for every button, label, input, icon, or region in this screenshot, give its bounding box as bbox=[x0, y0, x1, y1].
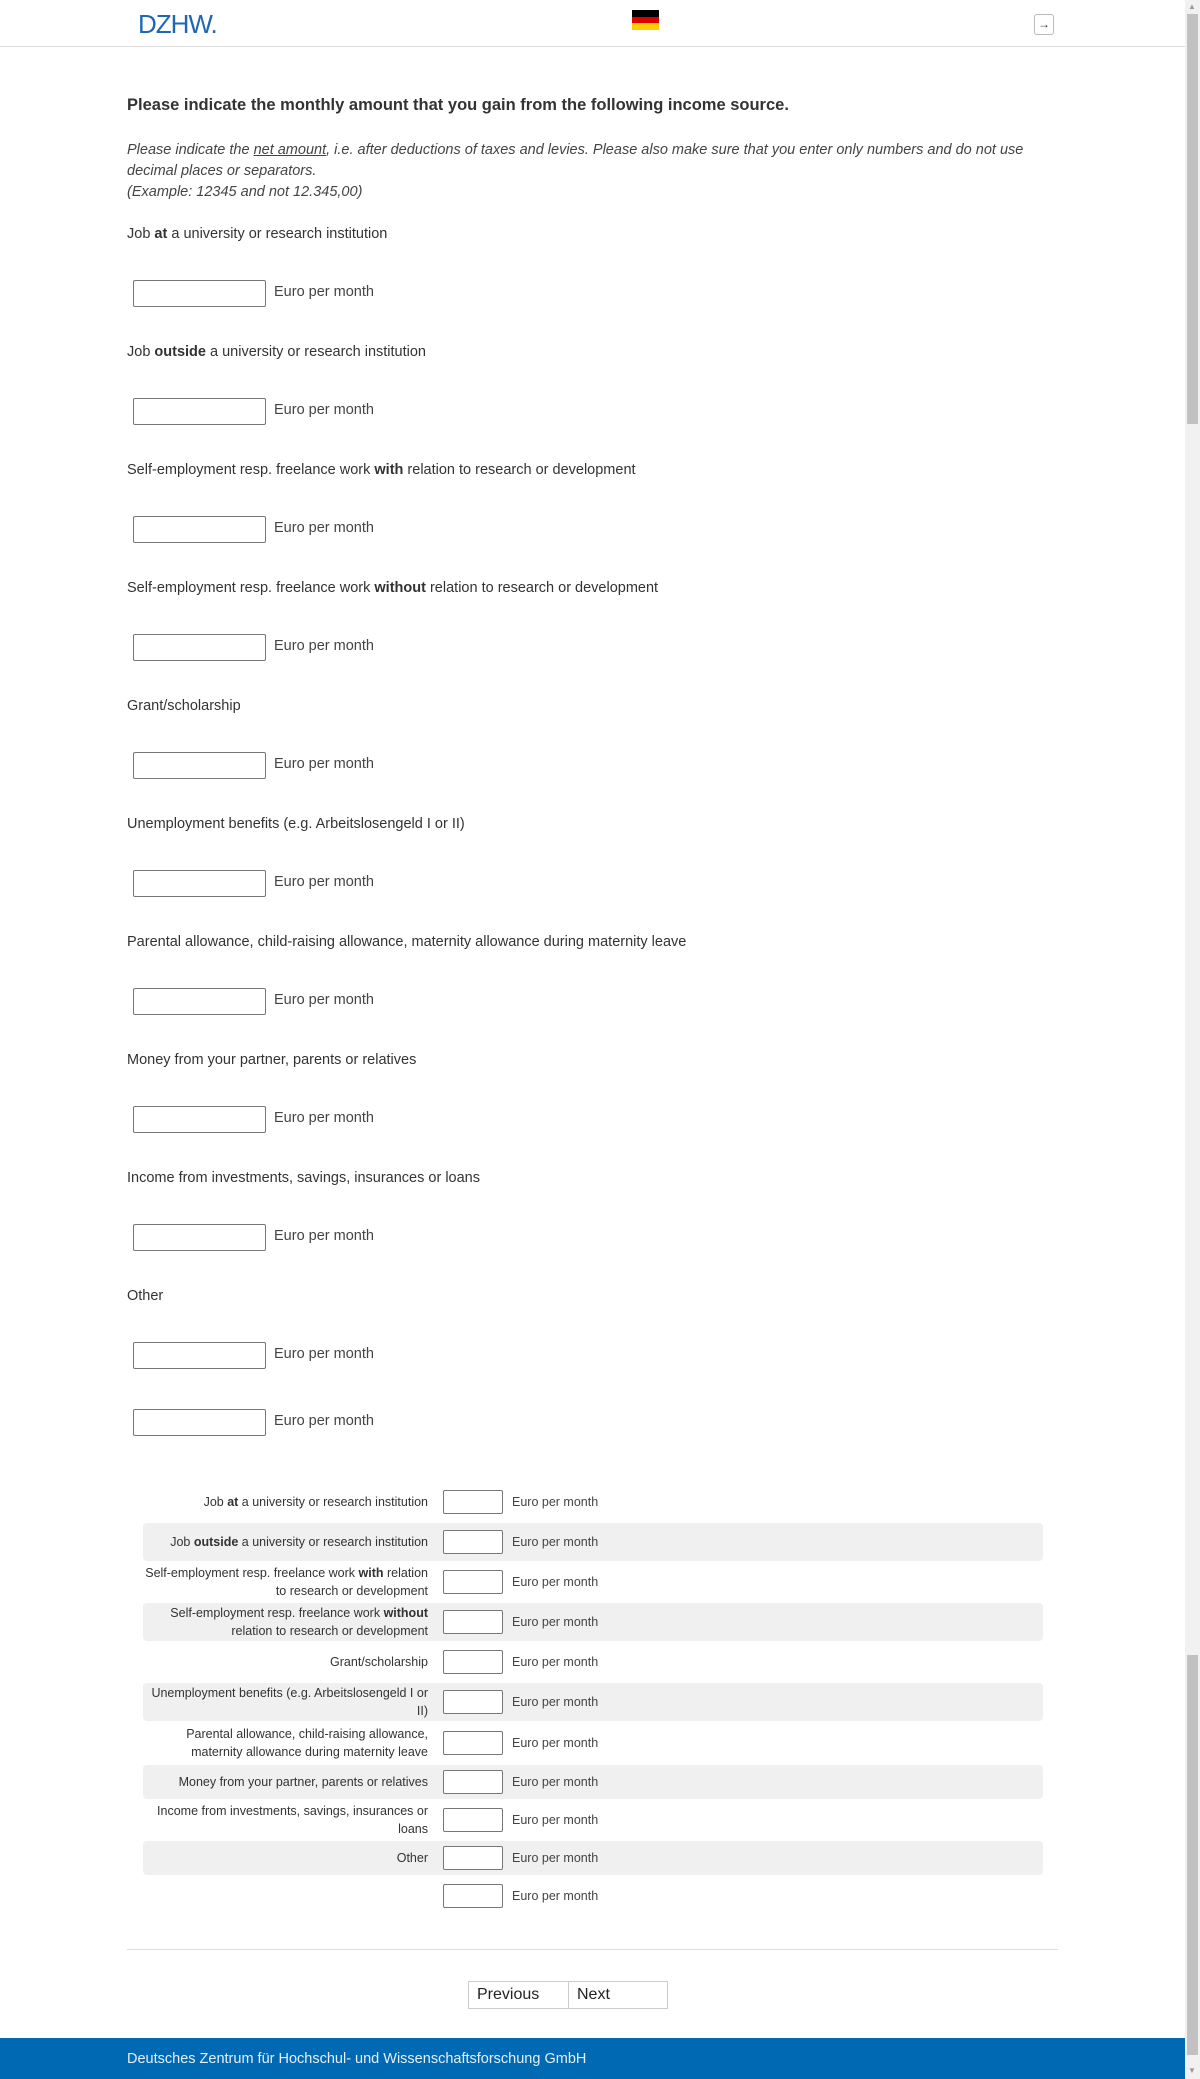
income-source-label bbox=[127, 816, 465, 832]
label-text: Parental allowance, child-raising allowance, maternity allowance during maternity leave bbox=[127, 934, 687, 950]
grid-amount-input[interactable] bbox=[443, 1530, 503, 1554]
grid-row bbox=[143, 1765, 1043, 1799]
instruction-text: Please indicate the bbox=[127, 142, 254, 158]
label-emphasis: at bbox=[227, 1495, 239, 1509]
instruction-example: (Example: 12345 and not 12.345,00) bbox=[127, 184, 363, 200]
label-emphasis: without bbox=[374, 580, 426, 596]
scrollbar-thumb-secondary[interactable] bbox=[1187, 1655, 1198, 2055]
label-text: Job bbox=[127, 226, 155, 242]
income-source-label bbox=[127, 462, 636, 478]
grid-amount-input[interactable] bbox=[443, 1808, 503, 1832]
german-flag-icon[interactable] bbox=[632, 10, 659, 30]
grid-row-label bbox=[143, 1684, 428, 1720]
unit-label: Euro per month bbox=[274, 520, 374, 536]
grid-row-label bbox=[143, 1849, 428, 1867]
grid-other-amount-input[interactable] bbox=[443, 1884, 503, 1908]
unit-label: Euro per month bbox=[274, 1346, 374, 1362]
grid-row-label bbox=[143, 1802, 428, 1838]
income-amount-input[interactable] bbox=[133, 516, 266, 543]
income-source-label bbox=[127, 1288, 163, 1304]
unit-label: Euro per month bbox=[274, 1413, 374, 1429]
question-title: Please indicate the monthly amount that you gain from the following income source. bbox=[127, 96, 789, 114]
label-text: relation to research or development bbox=[425, 580, 659, 596]
grid-row-label bbox=[143, 1533, 428, 1551]
unit-label: Euro per month bbox=[512, 1695, 599, 1709]
grid-row bbox=[143, 1603, 1043, 1641]
label-text: Job bbox=[203, 1495, 228, 1509]
label-text: Self-employment resp. freelance work bbox=[127, 462, 375, 478]
grid-row-label bbox=[143, 1725, 428, 1761]
income-source-label bbox=[127, 1170, 480, 1186]
label-text: Other bbox=[127, 1288, 164, 1304]
grid-row bbox=[143, 1562, 1043, 1602]
unit-label: Euro per month bbox=[274, 638, 374, 654]
label-text: relation to research or development bbox=[231, 1624, 428, 1638]
label-text: a university or research institution bbox=[238, 1495, 428, 1509]
label-text: a university or research institution bbox=[205, 344, 426, 360]
label-emphasis: outside bbox=[154, 344, 206, 360]
label-text: Self-employment resp. freelance work bbox=[127, 580, 375, 596]
income-grid bbox=[143, 1482, 1043, 1916]
question-instruction bbox=[127, 140, 1057, 203]
grid-amount-input[interactable] bbox=[443, 1650, 503, 1674]
divider bbox=[127, 1949, 1058, 1950]
income-amount-input[interactable] bbox=[133, 1224, 266, 1251]
grid-amount-input[interactable] bbox=[443, 1731, 503, 1755]
label-text: Money from your partner, parents or relatives bbox=[127, 1052, 417, 1068]
unit-label: Euro per month bbox=[512, 1535, 599, 1549]
scroll-down-icon[interactable]: ▼ bbox=[1188, 2066, 1196, 2075]
label-text: a university or research institution bbox=[238, 1535, 428, 1549]
unit-label: Euro per month bbox=[274, 284, 374, 300]
unit-label: Euro per month bbox=[512, 1889, 599, 1903]
income-source-label bbox=[127, 934, 686, 950]
grid-row bbox=[143, 1800, 1043, 1840]
label-text: Grant/scholarship bbox=[330, 1655, 428, 1669]
previous-button[interactable]: Previous bbox=[469, 1982, 568, 2008]
unit-label: Euro per month bbox=[512, 1615, 599, 1629]
label-emphasis: at bbox=[154, 226, 168, 242]
grid-amount-input[interactable] bbox=[443, 1690, 503, 1714]
label-text: Income from investments, savings, insurances or loans bbox=[157, 1804, 428, 1836]
grid-row-label bbox=[143, 1604, 428, 1640]
income-amount-input[interactable] bbox=[133, 1342, 266, 1369]
scrollbar[interactable] bbox=[1185, 0, 1200, 2079]
unit-label: Euro per month bbox=[512, 1851, 599, 1865]
income-source-label bbox=[127, 1052, 416, 1068]
income-amount-input[interactable] bbox=[133, 398, 266, 425]
label-text: Job bbox=[127, 344, 155, 360]
navigation bbox=[468, 1981, 668, 2009]
label-text: Self-employment resp. freelance work bbox=[145, 1566, 359, 1580]
grid-row-label bbox=[143, 1564, 428, 1600]
logout-icon[interactable]: → bbox=[1034, 14, 1054, 35]
dzhw-logo[interactable]: DZHW. bbox=[138, 9, 217, 39]
unit-label: Euro per month bbox=[274, 402, 374, 418]
scrollbar-thumb[interactable] bbox=[1187, 14, 1198, 424]
label-text: Job bbox=[170, 1535, 194, 1549]
unit-label: Euro per month bbox=[274, 992, 374, 1008]
unit-label: Euro per month bbox=[512, 1655, 599, 1669]
grid-row bbox=[143, 1523, 1043, 1561]
unit-label: Euro per month bbox=[274, 1228, 374, 1244]
label-text: Money from your partner, parents or relatives bbox=[178, 1775, 428, 1789]
unit-label: Euro per month bbox=[512, 1575, 599, 1589]
income-source-label bbox=[127, 226, 387, 242]
grid-amount-input[interactable] bbox=[443, 1770, 503, 1794]
unit-label: Euro per month bbox=[274, 874, 374, 890]
label-text: Parental allowance, child-raising allowance, maternity allowance during maternity leave bbox=[186, 1727, 428, 1759]
grid-amount-input[interactable] bbox=[443, 1490, 503, 1514]
unit-label: Euro per month bbox=[512, 1495, 599, 1509]
income-source-label bbox=[127, 344, 426, 360]
grid-amount-input[interactable] bbox=[443, 1570, 503, 1594]
label-text: relation to research or development bbox=[275, 1566, 428, 1598]
grid-amount-input[interactable] bbox=[443, 1610, 503, 1634]
grid-row bbox=[143, 1683, 1043, 1721]
grid-row bbox=[143, 1722, 1043, 1764]
grid-row bbox=[143, 1841, 1043, 1875]
label-emphasis: with bbox=[358, 1566, 384, 1580]
income-amount-input[interactable] bbox=[133, 870, 266, 897]
grid-row bbox=[143, 1482, 1043, 1522]
grid-row-label bbox=[143, 1653, 428, 1671]
unit-label: Euro per month bbox=[512, 1813, 599, 1827]
other-amount-input[interactable] bbox=[133, 1409, 266, 1436]
unit-label: Euro per month bbox=[274, 1110, 374, 1126]
income-amount-input[interactable] bbox=[133, 752, 266, 779]
income-amount-input[interactable] bbox=[133, 1106, 266, 1133]
unit-label: Euro per month bbox=[512, 1736, 599, 1750]
label-text: Unemployment benefits (e.g. Arbeitslosengeld I or II) bbox=[127, 816, 465, 832]
unit-label: Euro per month bbox=[512, 1775, 599, 1789]
grid-row bbox=[143, 1642, 1043, 1682]
scroll-up-icon[interactable]: ▲ bbox=[1188, 2, 1196, 11]
income-amount-input[interactable] bbox=[133, 988, 266, 1015]
label-text: Self-employment resp. freelance work bbox=[170, 1606, 384, 1620]
label-text: relation to research or development bbox=[403, 462, 636, 478]
label-text: a university or research institution bbox=[167, 226, 388, 242]
label-emphasis: with bbox=[374, 462, 404, 478]
next-button[interactable]: Next bbox=[568, 1982, 667, 2008]
label-emphasis: outside bbox=[193, 1535, 239, 1549]
income-amount-input[interactable] bbox=[133, 634, 266, 661]
income-source-label bbox=[127, 698, 241, 714]
footer-text: Deutsches Zentrum für Hochschul- und Wissenschaftsforschung GmbH bbox=[127, 2051, 587, 2067]
instruction-text: , i.e. after deductions of taxes and levies. Please also make sure that you enter only numbers and do not use decimal places or separators. bbox=[127, 142, 1024, 179]
grid-row bbox=[143, 1876, 1043, 1916]
footer bbox=[0, 2038, 1185, 2079]
grid-amount-input[interactable] bbox=[443, 1846, 503, 1870]
income-amount-input[interactable] bbox=[133, 280, 266, 307]
grid-row-label bbox=[143, 1493, 428, 1511]
label-text: Grant/scholarship bbox=[127, 698, 241, 714]
unit-label: Euro per month bbox=[274, 756, 374, 772]
label-text: Income from investments, savings, insurances or loans bbox=[127, 1170, 480, 1186]
instruction-emphasis: net amount bbox=[253, 142, 327, 158]
header bbox=[0, 0, 1185, 47]
grid-row-label bbox=[143, 1773, 428, 1791]
label-text: Unemployment benefits (e.g. Arbeitslosengeld I or II) bbox=[151, 1686, 428, 1718]
label-text: Other bbox=[396, 1851, 428, 1865]
income-source-label bbox=[127, 580, 658, 596]
label-emphasis: without bbox=[383, 1606, 428, 1620]
